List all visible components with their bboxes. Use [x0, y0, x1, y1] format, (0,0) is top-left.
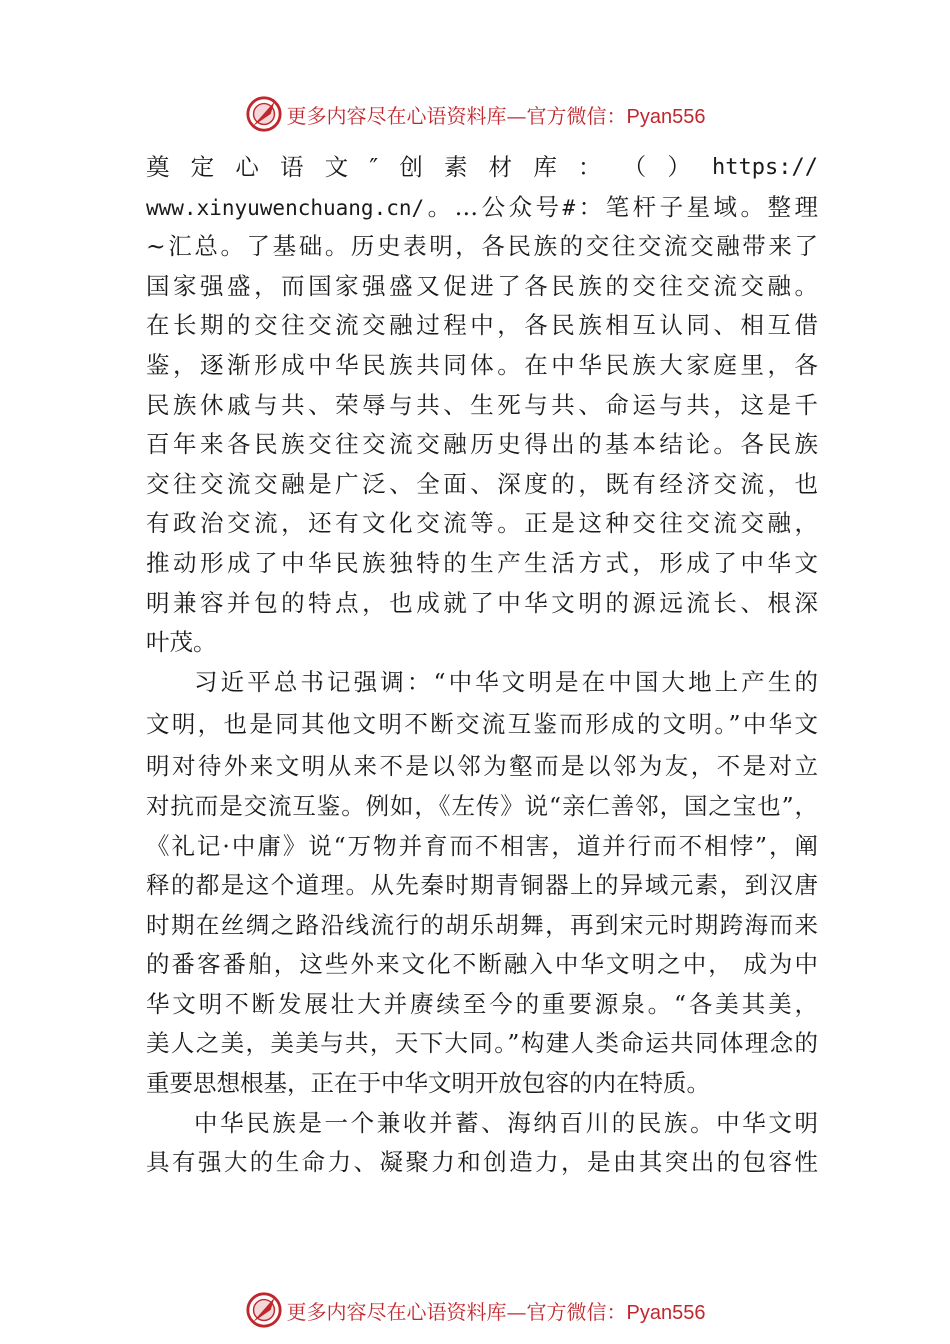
header-char: 材 [488, 153, 513, 181]
header-char: 素 [443, 153, 468, 181]
text-line: 民族休戚与共、荣辱与共、生死与共、命运与共，这是千 [146, 390, 818, 419]
text-line: 叶茂。 [146, 628, 217, 657]
text-line: 国家强盛，而国家强盛又促进了各民族的交往交流交融。 [146, 271, 818, 300]
text-line: 华文明不断发展壮大并赓续至今的重要源泉。“各美其美， [146, 989, 818, 1018]
text-line: 文明，也是同其他文明不断交流互鉴而形成的文明。”中华文 [146, 710, 818, 739]
text-line: 《礼记·中庸》说“万物并育而不相害，道并行而不相悖”，阐 [146, 831, 818, 860]
quill-logo-icon [245, 1291, 283, 1329]
top-banner [0, 94, 950, 134]
text-line: 推动形成了中华民族独特的生产生活方式，形成了中华文 [146, 548, 818, 577]
text-line: 百年来各民族交往交流交融历史得出的基本结论。各民族 [146, 430, 818, 459]
text-line: 时期在丝绸之路沿线流行的胡乐胡舞，再到宋元时期跨海而来 [146, 910, 818, 939]
text-line: 交往交流交融是广泛、全面、深度的，既有经济交流，也 [146, 469, 818, 498]
text-line: 对抗而是交流互鉴。例如，《左传》说“亲仁善邻，国之宝也”， [146, 791, 818, 820]
banner-text: 更多内容尽在心语资料库—官方微信：Pyan556 [286, 103, 706, 128]
quill-logo-icon [245, 95, 283, 133]
paragraph-start-line: 中华民族是一个兼收并蓄、海纳百川的民族。中华文明 [194, 1108, 818, 1137]
text-line: 释的都是这个道理。从先秦时期青铜器上的异域元素，到汉唐 [146, 871, 818, 900]
header-char: 定 [190, 153, 215, 181]
header-char: 心 [235, 153, 259, 181]
header-line [146, 148, 818, 188]
header-char: 文 [324, 153, 349, 181]
text-line: 鉴，逐渐形成中华民族共同体。在中华民族大家庭里，各 [146, 350, 818, 379]
text-line: 有政治交流，还有文化交流等。正是这种交往交流交融， [146, 509, 818, 538]
text-line: 的番客番舶，这些外来文化不断融入中华文明之中， 成为中 [146, 950, 818, 979]
banner-text: 更多内容尽在心语资料库—官方微信：Pyan556 [286, 1299, 706, 1324]
header-char: 奠 [146, 153, 170, 181]
header-char: ″ [369, 153, 379, 181]
text-line: ~汇总。了基础。历史表明，各民族的交往交流交融带来了 [146, 232, 818, 261]
text-line: 重要思想根基，正在于中华文明开放包容的内在特质。 [146, 1069, 710, 1098]
header-url: https:// [712, 155, 818, 180]
text-line: 明对待外来文明从来不是以邻为壑而是以邻为友，不是对立 [146, 752, 818, 781]
header-char: 创 [399, 153, 423, 181]
header-char: ） [667, 153, 691, 181]
text-line: 美人之美，美美与共，天下大同。”构建人类命运共同体理念的 [146, 1029, 818, 1058]
header-char: （ [622, 153, 647, 181]
header-char: ： [578, 153, 602, 181]
text-line: www.xinyuwenchuang.cn/。…公众号#：笔杆子星域。整理 [146, 192, 818, 221]
text-line: 明兼容并包的特点，也成就了中华文明的源远流长、根深 [146, 588, 818, 617]
bottom-banner [0, 1290, 950, 1330]
text-line: 在长期的交往交流交融过程中，各民族相互认同、相互借 [146, 311, 818, 340]
document-body [146, 148, 818, 1183]
text-line: 具有强大的生命力、凝聚力和创造力，是由其突出的包容性 [146, 1148, 818, 1177]
paragraph-start-line: 习近平总书记强调：“中华文明是在中国大地上产生的 [194, 667, 818, 696]
header-char: 库 [533, 153, 557, 181]
header-char: 语 [280, 153, 304, 181]
